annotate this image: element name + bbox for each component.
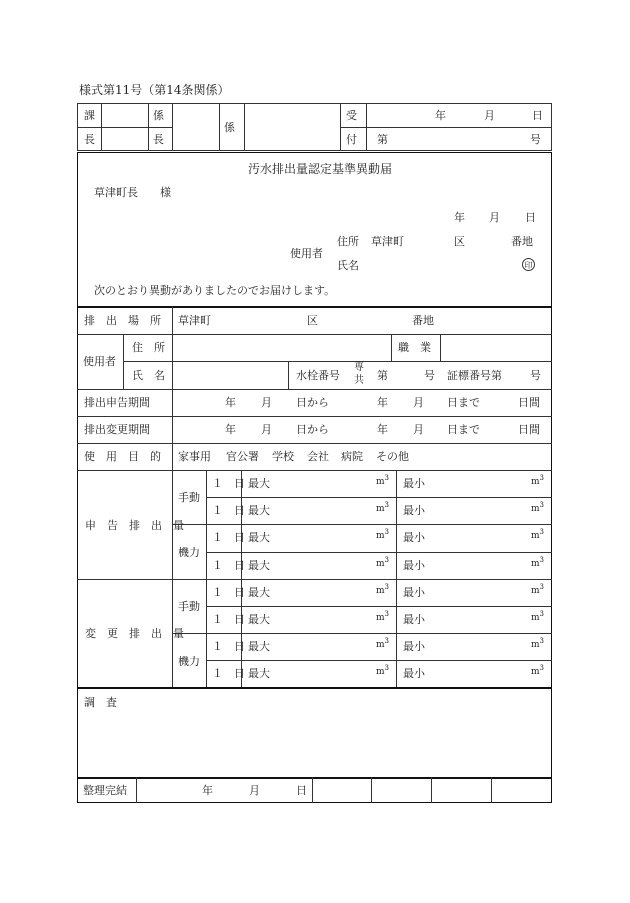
min-label: 最小 [403,559,425,572]
unit-m: m [376,531,385,541]
cubic-meter-unit [531,501,545,514]
cubic-meter-unit [531,583,545,596]
location-town: 草津町 [178,314,211,327]
min-label: 最小 [403,504,425,517]
power-label: 機力 [178,546,200,559]
unit-superscript: 3 [384,501,390,509]
max-label: 最大 [248,531,270,544]
user-label: 使用者 [83,355,116,368]
receipt-year: 年 [435,109,446,122]
max-label: 最大 [248,559,270,572]
cubic-meter-unit [531,610,545,623]
occupation-label: 職 業 [398,341,431,354]
period-from: 日から [296,396,329,409]
min-label: 最小 [403,613,425,626]
uke-char: 受 [346,109,357,122]
min-label: 最小 [403,531,425,544]
applicant-label: 使用者 [290,247,323,260]
manual-label: 手動 [178,491,200,504]
applicant-address-label: 住所 [337,235,359,248]
form-number: 様式第11号（第14条関係） [79,83,230,97]
per-day-label: １ 日 [212,531,245,544]
per-day-label: １ 日 [212,640,245,653]
report-period-label: 排出申告期間 [84,396,150,409]
unit-superscript: 3 [539,610,545,618]
unit-m: m [376,640,385,650]
unit-m: m [376,667,385,677]
unit-superscript: 3 [539,501,545,509]
location-label: 排 出 場 所 [84,314,161,327]
kakari-char: 係 [224,121,235,134]
period-month: 月 [413,396,424,409]
max-label: 最大 [248,586,270,599]
max-label: 最大 [248,477,270,490]
cubic-meter-unit [376,583,390,596]
unit-m: m [531,613,540,623]
addressee: 草津町長 様 [94,186,171,199]
unit-superscript: 3 [539,556,545,564]
max-label: 最大 [248,504,270,517]
unit-superscript: 3 [384,583,390,591]
unit-m: m [376,477,385,487]
meter-go: 号 [424,369,435,382]
cubic-meter-unit [376,664,390,677]
per-day-label: １ 日 [212,504,245,517]
cubic-meter-unit [531,637,545,650]
applicant-address-town: 草津町 [371,235,404,248]
purpose-label: 使 用 目 的 [84,450,161,463]
unit-m: m [531,667,540,677]
submit-year: 年 [454,211,465,224]
period-until: 日まで [447,396,480,409]
unit-superscript: 3 [384,610,390,618]
purpose-option: 家事用 [178,450,211,463]
purpose-option: 会社 [307,450,329,463]
shared-label: 共 [354,375,364,386]
location-banchi: 番地 [412,314,434,327]
unit-superscript: 3 [384,528,390,536]
per-day-label: １ 日 [212,586,245,599]
applicant-name-label: 氏名 [337,259,359,272]
seal-mark: 印 [522,258,535,271]
purpose-option: 病院 [341,450,363,463]
min-label: 最小 [403,586,425,599]
user-name-label: 氏 名 [132,369,165,382]
cho-char: 長 [153,133,164,146]
period-month: 月 [413,423,424,436]
completion-year: 年 [202,784,213,797]
submit-day: 日 [525,211,536,224]
cho-char: 長 [84,133,95,146]
cubic-meter-unit [531,556,545,569]
form-title: 汚水排出量認定基準異動届 [248,162,393,176]
user-address-label: 住 所 [132,341,165,354]
location-ku: 区 [307,314,318,327]
unit-m: m [531,504,540,514]
cubic-meter-unit [376,474,390,487]
cubic-meter-unit [376,556,390,569]
per-day-label: １ 日 [212,477,245,490]
tsuke-char: 付 [346,133,357,146]
changed-volume-label: 変 更 排 出 量 [85,627,184,640]
unit-superscript: 3 [539,528,545,536]
applicant-address-banchi: 番地 [511,235,533,248]
unit-m: m [531,477,540,487]
completion-month: 月 [249,784,260,797]
purpose-option: その他 [376,450,409,463]
unit-superscript: 3 [384,556,390,564]
receipt-dai: 第 [377,133,388,146]
statement: 次のとおり異動がありましたのでお届けします。 [94,284,336,297]
period-until: 日まで [447,423,480,436]
max-label: 最大 [248,667,270,680]
purpose-option: 学校 [272,450,294,463]
receipt-month: 月 [484,109,495,122]
meter-label: 水栓番号 [296,369,340,382]
change-period-label: 排出変更期間 [84,423,150,436]
per-day-label: １ 日 [212,667,245,680]
period-days: 日間 [518,423,540,436]
unit-superscript: 3 [539,474,545,482]
period-year: 年 [377,396,388,409]
min-label: 最小 [403,640,425,653]
unit-superscript: 3 [539,637,545,645]
period-year: 年 [225,423,236,436]
unit-superscript: 3 [539,583,545,591]
dedicated-label: 専 [354,362,364,373]
completion-label: 整理完結 [83,784,127,797]
applicant-address-ku: 区 [454,235,465,248]
unit-m: m [376,504,385,514]
unit-superscript: 3 [384,637,390,645]
completion-day: 日 [296,784,307,797]
unit-m: m [376,559,385,569]
cubic-meter-unit [376,610,390,623]
unit-m: m [376,586,385,596]
unit-superscript: 3 [539,664,545,672]
submit-month: 月 [489,211,500,224]
period-year: 年 [225,396,236,409]
meter-dai: 第 [377,369,388,382]
unit-m: m [531,640,540,650]
unit-m: m [531,559,540,569]
kakari-char: 係 [153,109,164,122]
max-label: 最大 [248,613,270,626]
unit-m: m [531,586,540,596]
purpose-option: 官公署 [226,450,259,463]
manual-label: 手動 [178,600,200,613]
cubic-meter-unit [376,528,390,541]
cubic-meter-unit [376,637,390,650]
cubic-meter-unit [531,528,545,541]
cubic-meter-unit [531,474,545,487]
cubic-meter-unit [376,501,390,514]
unit-superscript: 3 [384,474,390,482]
unit-m: m [376,613,385,623]
min-label: 最小 [403,477,425,490]
cert-go: 号 [530,369,541,382]
investigation-label: 調 査 [84,696,117,709]
cert-label: 証標番号第 [447,369,502,382]
declared-volume-label: 申 告 排 出 量 [85,519,184,532]
unit-superscript: 3 [384,664,390,672]
unit-m: m [531,531,540,541]
receipt-day: 日 [532,109,543,122]
min-label: 最小 [403,667,425,680]
per-day-label: １ 日 [212,613,245,626]
receipt-go: 号 [530,133,541,146]
period-month: 月 [261,396,272,409]
power-label: 機力 [178,655,200,668]
cubic-meter-unit [531,664,545,677]
period-days: 日間 [518,396,540,409]
period-from: 日から [296,423,329,436]
period-year: 年 [377,423,388,436]
per-day-label: １ 日 [212,559,245,572]
ka-char: 課 [84,109,95,122]
period-month: 月 [261,423,272,436]
max-label: 最大 [248,640,270,653]
